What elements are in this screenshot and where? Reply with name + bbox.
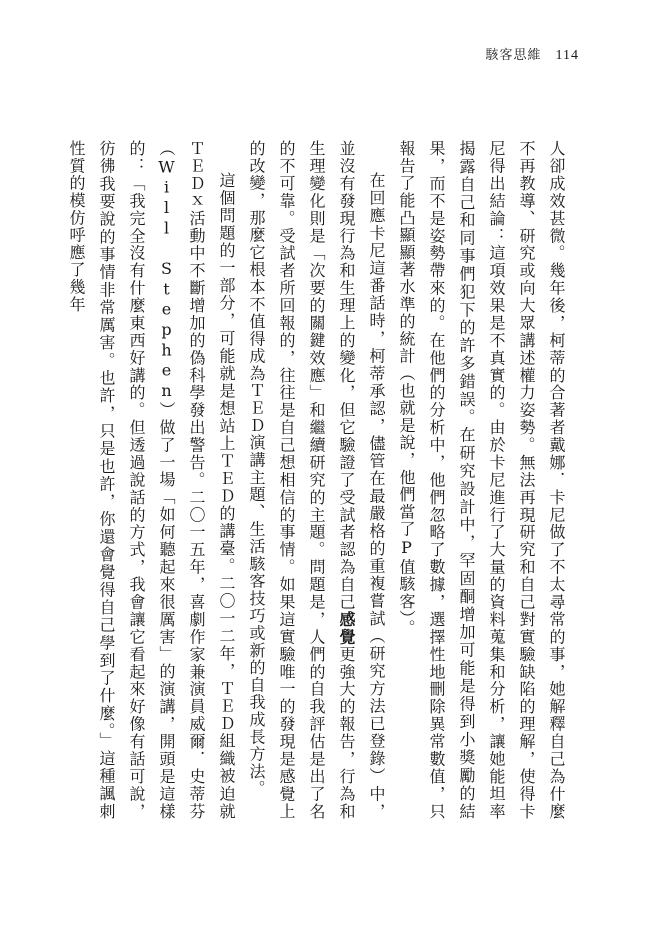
paragraph bbox=[61, 140, 241, 820]
page-header bbox=[486, 44, 580, 64]
paragraph-text: 更強大的報告，行為和生理變化則是「次要的關鍵效應」和繼續研究的主題。問題是，人們的自我評估是出了名的不可靠。受試者所回報的，往往是自己想相信的事情。如果這實驗唯一的發現是感覺上的改變，那麼它根本不值得成為ＴＥＤ演講主題、生活駭客技巧或新的自我成長方法。 bbox=[247, 140, 356, 820]
paragraph-text: 在回應卡尼這番話時，柯蒂承認，儘管在最嚴格的重複嘗試（研究方法已登錄）中，並沒有發現行為和生理上的變化，但它驗證了受試者認為自己 bbox=[337, 140, 386, 820]
paragraph bbox=[391, 140, 571, 820]
emphasis-text: 感覺 bbox=[337, 610, 356, 646]
paragraph-text: 這個問題的一部分，可能就是想站上ＴＥＤ的講臺。二〇一二年，ＴＥＤ組織被迫就ＴＥＤｘ活動中不斷增加的偽科學發出警告。二〇一五年，喜劇作家兼演員威爾．史蒂芬（Will Stephen）做了一場「如何聽起來很厲害」的演講，開頭是這樣的：「我完全沒有什麼東西好講的。但透過說話的方式，我會讓它看起來好像有話可說，彷彿我要說的事情非常厲害。也許，只是也許，你還會覺得自己學到了什麼。」這種諷刺性質的模仿呼應了幾年 bbox=[67, 140, 236, 820]
body-text bbox=[61, 140, 571, 820]
paragraph-text: 人卻成效甚微。幾年後，柯蒂的合著者戴娜．卡尼做了不太尋常的事，她解釋自己為什麼不再教導、研究或向大眾講述權力姿勢。無法再現研究和自己對實驗缺陷的理解，使得卡尼得出結論：這項效果是不真實的。由於卡尼進行了大量的資料蒐集和分析，讓她能坦率揭露自己和同事們犯下的許多錯誤。在研究設計中，罕固酮增加可能是得到小獎勵的結果，而不是姿勢帶來的。在他們的分析中，他們忽略了數據，選擇性地刪除異常數值，只報告了能凸顯顯著水準的統計（也就是說，他們當了P值駭客）。 bbox=[397, 140, 566, 820]
page-number: 114 bbox=[555, 48, 579, 63]
book-title: 駭客思維 bbox=[485, 48, 542, 63]
paragraph bbox=[241, 140, 391, 820]
